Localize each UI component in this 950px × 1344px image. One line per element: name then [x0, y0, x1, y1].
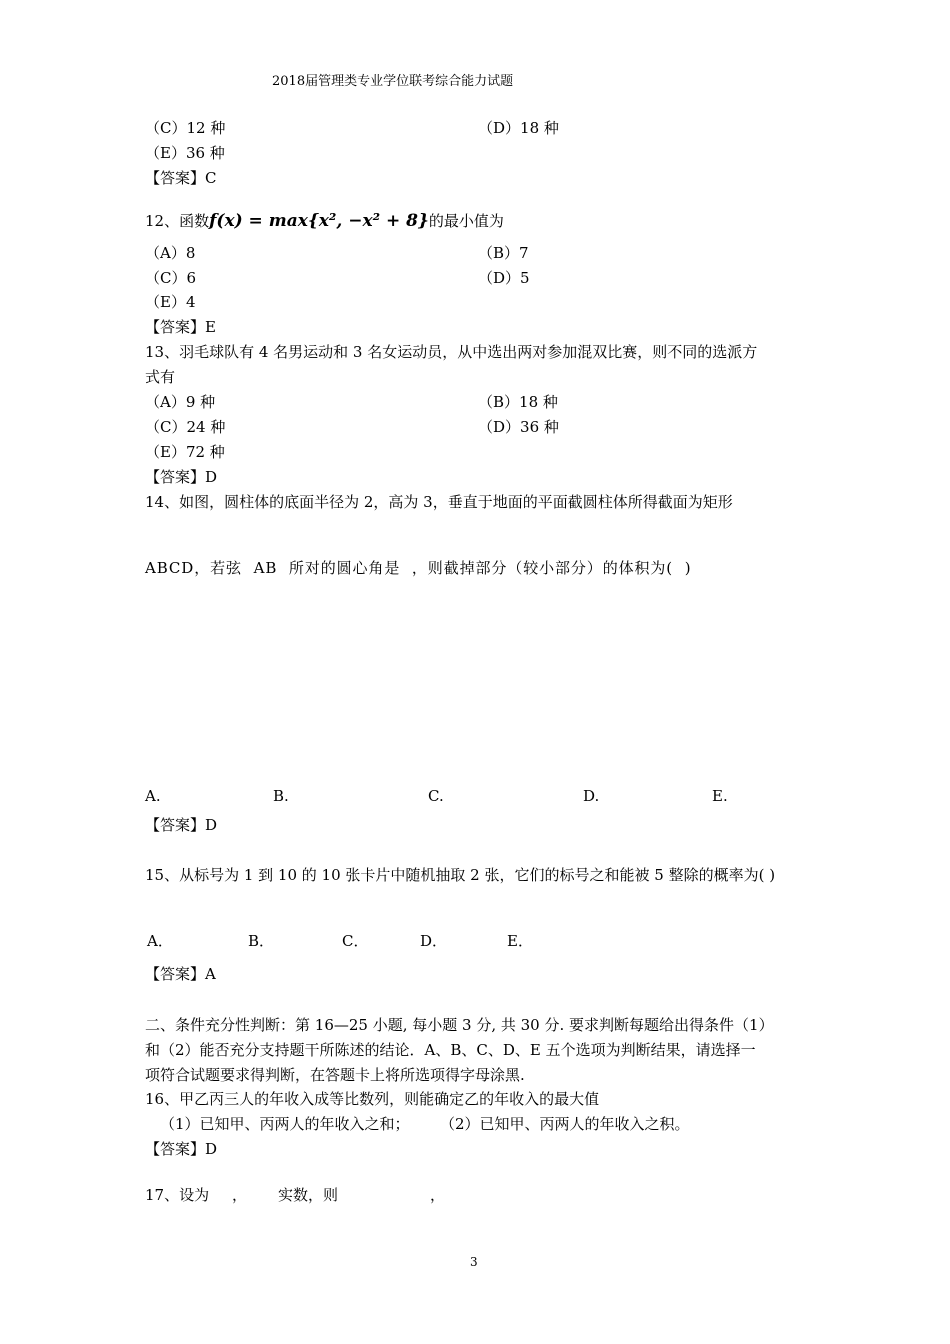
q15-option-a: A．	[147, 932, 173, 950]
q11-option-d: （D）18 种	[478, 119, 559, 137]
q11-answer: 【答案】C	[145, 169, 217, 187]
q14-option-d: D.	[583, 787, 600, 805]
q12-answer: 【答案】E	[145, 318, 216, 336]
q13-option-c: （C）24 种	[145, 418, 226, 436]
q12-stem	[145, 211, 504, 231]
page-header-title: 2018届管理类专业学位联考综合能力试题	[272, 74, 514, 89]
q13-option-e: （E）72 种	[145, 443, 225, 461]
section2-intro-line2: 和（2）能否充分支持题干所陈述的结论．A、B、C、D、E 五个选项为判断结果，请选择一	[145, 1041, 756, 1059]
q13-option-d: （D）36 种	[478, 418, 559, 436]
q14-option-e: E.	[712, 787, 728, 805]
q12-option-d: （D）5	[478, 269, 530, 287]
section2-intro-line1: 二、条件充分性判断：第 16—25 小题, 每小题 3 分, 共 30 分. 要求判断每题给出得条件（1）	[145, 1016, 774, 1034]
q17-stem-d: ，	[430, 1186, 446, 1204]
q14-option-a: A.	[145, 787, 161, 805]
q16-condition-1: （1）已知甲、丙两人的年收入之和；	[160, 1115, 410, 1133]
q13-stem-line1: 13、羽毛球队有 4 名男运动和 3 名女运动员，从中选出两对参加混双比赛，则不同的选派方	[145, 343, 758, 361]
q12-option-c: （C）6	[145, 269, 197, 287]
q15-option-d: D．	[420, 932, 448, 950]
q14-option-c: C.	[428, 787, 444, 805]
q15-option-e: E．	[507, 932, 533, 950]
q15-stem: 15、从标号为 1 到 10 的 10 张卡片中随机抽取 2 张，它们的标号之和能被 5 整除的概率为( )	[145, 866, 776, 884]
q13-option-a: （A）9 种	[145, 393, 216, 411]
q17-stem-a: 17、设为	[145, 1186, 210, 1204]
q13-option-b: （B）18 种	[478, 393, 558, 411]
q11-option-e: （E）36 种	[145, 144, 225, 162]
q12-stem-before: 12、函数	[145, 212, 210, 230]
q17-stem-b: ，	[232, 1186, 248, 1204]
section2-intro-line3: 项符合试题要求得判断，在答题卡上将所选项得字母涂黑.	[145, 1066, 525, 1084]
q12-formula: f(x) = max{x², −x² + 8}	[209, 211, 429, 231]
q14-stem-line1: 14、如图，圆柱体的底面半径为 2，高为 3，垂直于地面的平面截圆柱体所得截面为矩形	[145, 493, 733, 511]
q12-stem-after: 的最小值为	[428, 212, 504, 230]
q15-option-c: C．	[342, 932, 369, 950]
q16-condition-2: （2）已知甲、丙两人的年收入之积。	[440, 1115, 690, 1133]
q12-option-b: （B）7	[478, 244, 529, 262]
q13-stem-line2: 式有	[145, 368, 176, 386]
q15-option-b: B．	[248, 932, 275, 950]
q12-option-a: （A）8	[145, 244, 196, 262]
q13-answer: 【答案】D	[145, 468, 218, 486]
q14-stem-line2: ABCD，若弦 AB 所对的圆心角是 ，则截掉部分（较小部分）的体积为( )	[145, 559, 692, 577]
page-number: 3	[470, 1255, 478, 1269]
q15-answer: 【答案】A	[145, 965, 216, 983]
q16-answer: 【答案】D	[145, 1140, 218, 1158]
q11-option-c: （C）12 种	[145, 119, 226, 137]
q12-option-e: （E）4	[145, 293, 196, 311]
q14-option-b: B.	[273, 787, 289, 805]
q17-stem-c: 实数，则	[278, 1186, 339, 1204]
q16-stem: 16、甲乙丙三人的年收入成等比数列，则能确定乙的年收入的最大值	[145, 1090, 600, 1108]
q14-answer: 【答案】D	[145, 816, 218, 834]
